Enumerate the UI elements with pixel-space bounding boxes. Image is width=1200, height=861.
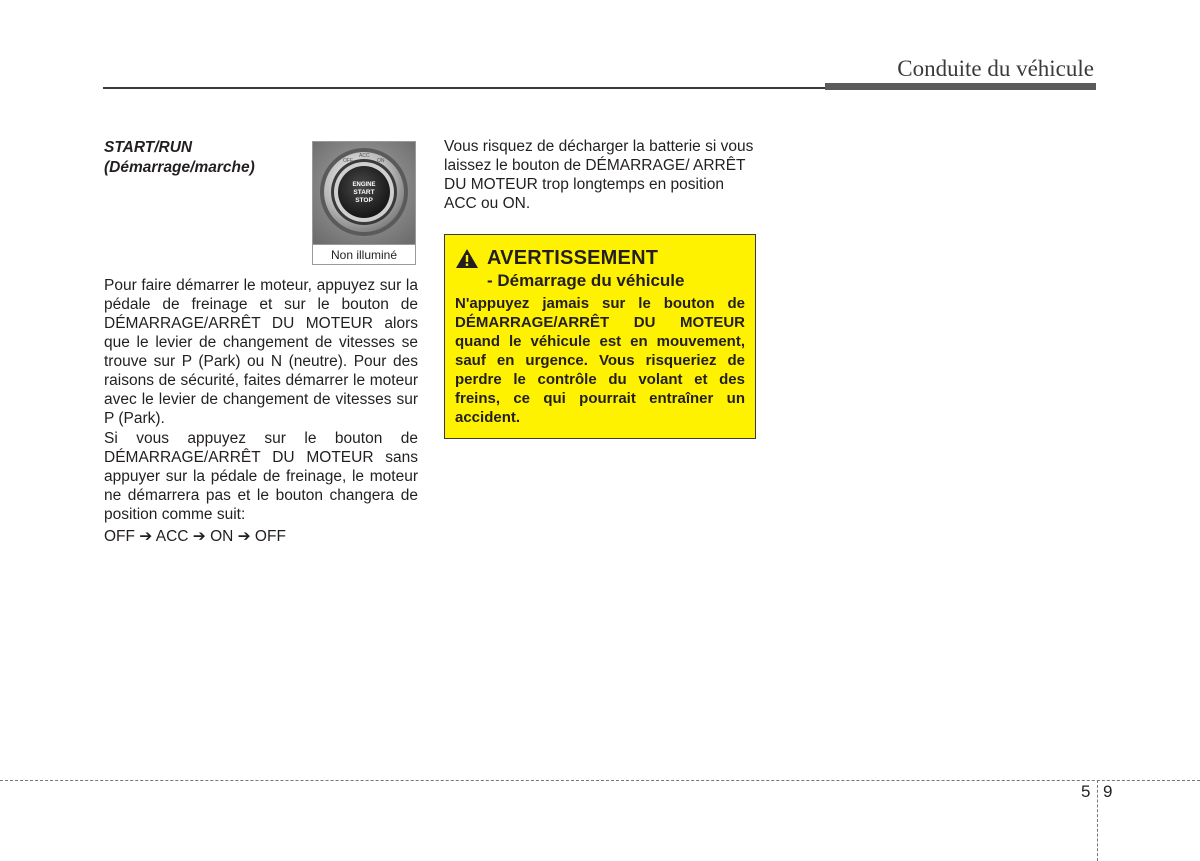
warning-body: N'appuyez jamais sur le bouton de DÉMARRAGE/ARRÊT DU MOTEUR quand le véhicule est en mouvement, sauf en urgence. Vous risqueriez de perdre le contrôle du volant et des freins, ce qui pourrait entraîner un accident. — [455, 295, 745, 426]
start-button-figure — [312, 141, 416, 265]
paragraph-2: Si vous appuyez sur le bouton de DÉMARRAGE/ARRÊT DU MOTEUR sans appuyer sur la pédale de freinage, le moteur ne démarrera pas et le bouton changera de position comme suit: — [104, 430, 418, 523]
position-sequence: OFF ➔ ACC ➔ ON ➔ OFF — [104, 528, 286, 545]
paragraph-without-brake — [104, 429, 418, 524]
ring-label-on: ON — [377, 158, 385, 164]
photo-caption: Non illuminé — [313, 244, 415, 264]
battery-note: Vous risquez de décharger la batterie si vous laissez le bouton de DÉMARRAGE/ ARRÊT DU MOTEUR trop longtemps en position ACC ou ON. — [444, 138, 754, 212]
section-heading — [104, 138, 304, 178]
chapter-number: 5 — [1081, 782, 1091, 801]
ring-label-off: OFF — [343, 158, 353, 164]
warning-title: AVERTISSEMENT — [487, 247, 659, 269]
footer-divider — [0, 780, 1200, 781]
header-rule-thin — [103, 87, 825, 89]
paragraph-start-procedure — [104, 276, 418, 428]
page-number-divider — [1097, 780, 1098, 861]
header-rule-thick — [825, 83, 1096, 90]
warning-triangle-icon — [455, 248, 479, 269]
header-title: Conduite du véhicule — [897, 56, 1094, 81]
ring-label-acc: ACC — [359, 153, 370, 159]
engine-start-button-icon — [313, 142, 415, 244]
button-text-stop: STOP — [355, 197, 373, 204]
page-number: 9 — [1103, 782, 1113, 801]
paragraph-1: Pour faire démarrer le moteur, appuyez sur la pédale de freinage et sur le bouton de DÉMARRAGE/ARRÊT DU MOTEUR alors que le levier de changement de vitesses se trouve sur P (Park) ou N (neutre). Pour des raisons de sécurité, faites démarrer le moteur avec le levier de changement de vitesses sur P (Park). — [104, 277, 418, 427]
warning-header — [455, 247, 658, 270]
warning-box — [444, 234, 756, 439]
button-text-engine: ENGINE — [352, 182, 376, 188]
section-heading-line1: START/RUN — [104, 139, 193, 156]
warning-subtitle: - Démarrage du véhicule — [487, 271, 685, 290]
section-heading-line2: (Démarrage/marche) — [104, 159, 255, 176]
button-text-start: START — [353, 189, 375, 196]
start-button-photo — [313, 142, 415, 244]
